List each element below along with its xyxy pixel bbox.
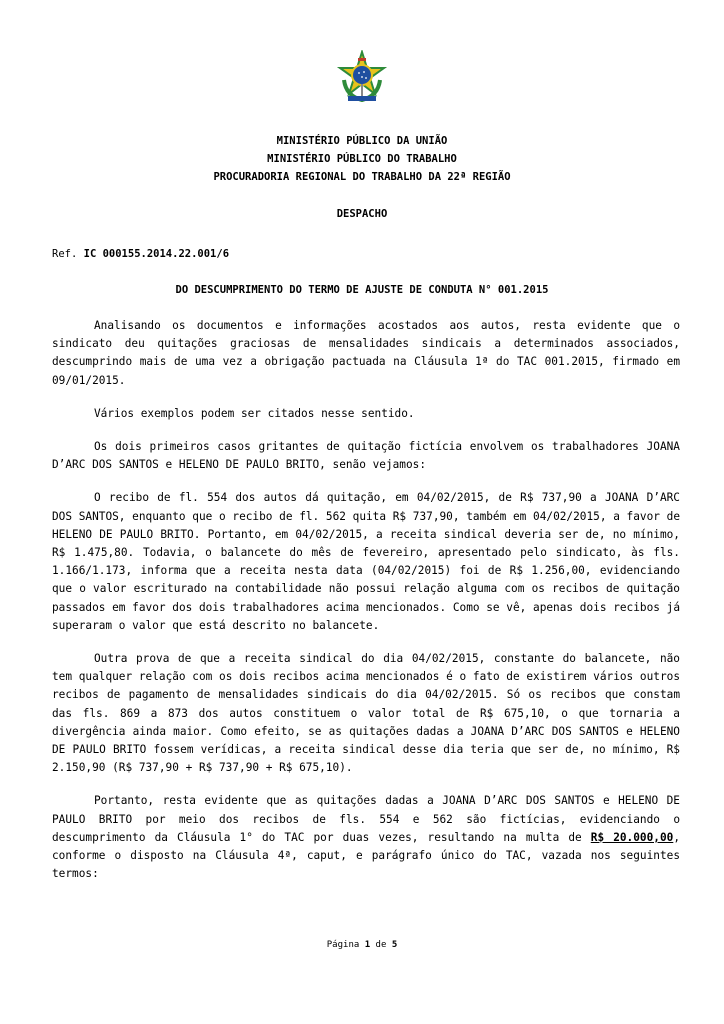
subject-heading: DO DESCUMPRIMENTO DO TERMO DE AJUSTE DE CONDUTA N° 001.2015 — [175, 284, 549, 296]
institution-header — [0, 132, 724, 186]
paragraph-1: Analisando os documentos e informações acostados aos autos, resta evidente que o sindicato deu quitações graciosas de mensalidades sindicais a determinados associados, descumprindo mais de uma vez a obrigação pactuada na Cláusula 1ª do TAC 001.2015, firmado em 09/01/2015. — [52, 319, 680, 387]
reference — [52, 248, 229, 260]
paragraph-6-text-b: , conforme o disposto na Cláusula 4ª, caput, e parágrafo único do TAC, vazada nos seguintes termos: — [52, 830, 680, 881]
total-pages: 5 — [391, 940, 398, 950]
fine-amount: R$ 20.000,00 — [590, 830, 674, 844]
paragraph-6-text-a: Portanto, resta evidente que as quitações dadas a JOANA D’ARC DOS SANTOS e HELENO DE PAULO BRITO por meio dos recibos de fls. 554 e 562 são fictícias, evidenciando o descumprimento da Cláusula 1° do TAC por duas vezes, resultando na multa de — [52, 794, 680, 844]
paragraph-6 — [52, 792, 680, 883]
brazil-coat-of-arms-icon — [336, 50, 388, 104]
header-line-2: MINISTÉRIO PÚBLICO DO TRABALHO — [267, 153, 457, 165]
header-line-3: PROCURADORIA REGIONAL DO TRABALHO DA 22ª REGIÃO — [213, 171, 511, 183]
paragraph-4: O recibo de fl. 554 dos autos dá quitação, em 04/02/2015, de R$ 737,90 a JOANA D’ARC DOS SANTOS, enquanto que o recibo de fl. 562 quita R$ 737,90, também em 04/02/2015, a favor de HELENO DE PAULO BRITO. Portanto, em 04/02/2015, a receita sindical deveria ser de, no mínimo, R$ 1.475,80. Todavia, o balancete do mês de fevereiro, apresentado pelo sindicato, às fls. 1.166/1.173, informa que a receita nesta data (04/02/2015) foi de R$ 1.256,00, evidenciando que o valor escriturado na contabilidade não possui relação alguma com os recibos de quitação passados em favor dos dois trabalhadores acima mencionados. Como se vê, apenas dois recibos já superaram o valor que está descrito no balancete. — [52, 491, 680, 632]
reference-label: Ref. — [52, 248, 78, 260]
document-body — [52, 317, 680, 898]
page-footer — [0, 940, 724, 950]
document-type: DESPACHO — [336, 208, 388, 220]
header-line-1: MINISTÉRIO PÚBLICO DA UNIÃO — [276, 135, 448, 147]
footer-prefix: Página — [326, 940, 360, 950]
paragraph-5: Outra prova de que a receita sindical do dia 04/02/2015, constante do balancete, não tem qualquer relação com os dois recibos acima mencionados é o fato de existirem vários outros recibos de pagamento de mensalidades sindicais do dia 04/02/2015. Só os recibos que constam das fls. 869 a 873 dos autos constituem o valor total de R$ 675,10, o que tornaria a divergência ainda maior. Como efeito, se as quitações dadas a JOANA D’ARC DOS SANTOS e HELENO DE PAULO BRITO fossem verídicas, a receita sindical desse dia teria que ser de, no mínimo, R$ 2.150,90 (R$ 737,90 + R$ 737,90 + R$ 675,10). — [52, 652, 680, 775]
reference-number: IC 000155.2014.22.001/6 — [83, 248, 230, 260]
paragraph-2: Vários exemplos podem ser citados nesse sentido. — [94, 406, 415, 420]
footer-mid: de — [375, 940, 387, 950]
paragraph-3: Os dois primeiros casos gritantes de quitação fictícia envolvem os trabalhadores JOANA D’ARC DOS SANTOS e HELENO DE PAULO BRITO, senão vejamos: — [52, 440, 680, 472]
current-page: 1 — [364, 940, 371, 950]
